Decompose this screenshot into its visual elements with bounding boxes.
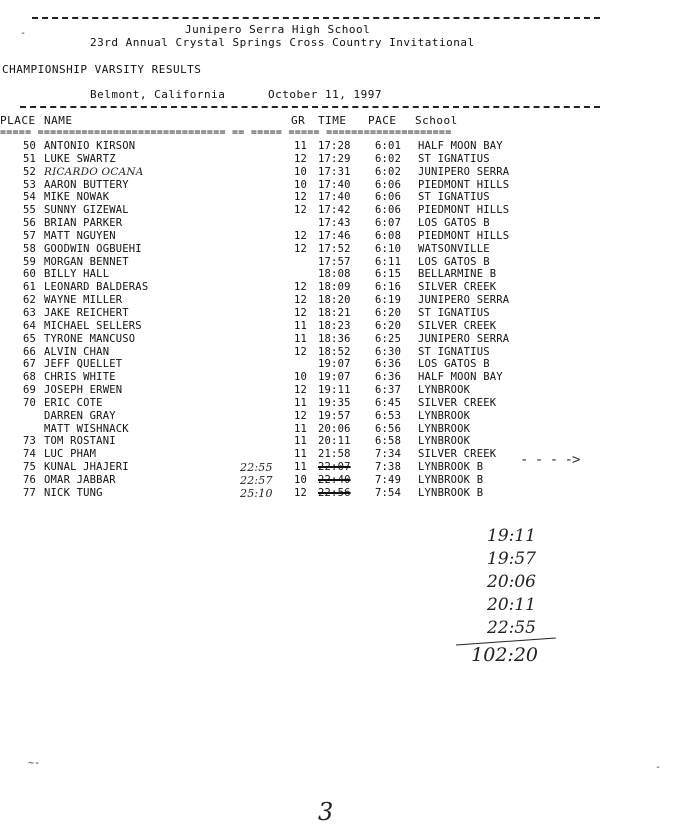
- place-cell: 51: [22, 152, 36, 165]
- mid-dashed-rule: [20, 106, 600, 108]
- time-cell: 18:36: [318, 332, 351, 345]
- place-cell: 68: [22, 371, 36, 384]
- handwritten-sum: [456, 525, 566, 666]
- pace-cell: 6:11: [375, 255, 402, 268]
- pace-cell: 6:19: [375, 294, 402, 307]
- grade-cell: 12: [293, 204, 307, 217]
- name-cell: ALVIN CHAN: [44, 345, 110, 358]
- place-cell: 53: [22, 178, 36, 191]
- time-cell: 22:40: [318, 473, 351, 486]
- time-cell: 20:11: [318, 435, 351, 448]
- time-cell: 19:11: [318, 384, 351, 397]
- time-cell: 22:56: [318, 486, 351, 499]
- time-cell: 18:08: [318, 268, 351, 281]
- time-cell: 17:43: [318, 217, 351, 230]
- pace-cell: 6:25: [375, 332, 402, 345]
- time-cell: 17:28: [318, 140, 351, 152]
- school-cell: LYNBROOK B: [418, 486, 484, 499]
- grade-cell: 11: [293, 319, 307, 332]
- pace-cell: 7:49: [375, 473, 402, 486]
- top-dashed-rule: [32, 17, 600, 19]
- grade-cell: 12: [293, 384, 307, 397]
- grade-cell: 11: [293, 448, 307, 461]
- pace-cell: 7:54: [375, 486, 402, 499]
- time-cell: 17:57: [318, 255, 351, 268]
- pace-cell: 6:06: [375, 191, 402, 204]
- pace-cell: 6:02: [375, 152, 402, 165]
- pace-cell: 6:45: [375, 396, 402, 409]
- place-cell: 73: [22, 435, 36, 448]
- grade-cell: 12: [293, 486, 307, 499]
- place-cell: 66: [22, 345, 36, 358]
- name-cell: RICARDO OCANA: [44, 165, 144, 178]
- pace-cell: 7:34: [375, 448, 402, 461]
- time-cell: 19:57: [318, 409, 351, 422]
- school-cell: LOS GATOS B: [418, 358, 490, 371]
- pace-cell: 6:01: [375, 140, 402, 152]
- grade-cell: 11: [293, 140, 307, 152]
- name-cell: LEONARD BALDERAS: [44, 281, 149, 294]
- school-cell: BELLARMINE B: [418, 268, 497, 281]
- school-cell: ST IGNATIUS: [418, 191, 490, 204]
- name-cell: ERIC COTE: [44, 396, 103, 409]
- event-title: 23rd Annual Crystal Springs Cross Country Invitational: [90, 36, 475, 49]
- time-cell: 19:07: [318, 358, 351, 371]
- place-cell: 67: [22, 358, 36, 371]
- name-cell: MATT WISHNACK: [44, 422, 129, 435]
- school-cell: SILVER CREEK: [418, 396, 497, 409]
- sum-total: 102:20: [471, 644, 538, 666]
- name-cell: BRIAN PARKER: [44, 217, 123, 230]
- school-cell: PIEDMONT HILLS: [418, 229, 510, 242]
- time-cell: 17:40: [318, 178, 351, 191]
- school-cell: LYNBROOK B: [418, 461, 484, 474]
- handwritten-time: 22:57: [240, 473, 273, 487]
- time-cell: 17:31: [318, 165, 351, 178]
- grade-cell: 12: [293, 242, 307, 255]
- place-cell: 76: [22, 473, 36, 486]
- col-header-pace: PACE: [368, 114, 397, 127]
- place-cell: 74: [22, 448, 36, 461]
- time-cell: 18:20: [318, 294, 351, 307]
- school-cell: SILVER CREEK: [418, 448, 497, 461]
- school-cell: PIEDMONT HILLS: [418, 204, 510, 217]
- school-cell: LYNBROOK: [418, 422, 471, 435]
- name-cell: MORGAN BENNET: [44, 255, 129, 268]
- name-cell: MICHAEL SELLERS: [44, 319, 142, 332]
- pace-cell: 6:10: [375, 242, 402, 255]
- name-cell: JEFF QUELLET: [44, 358, 123, 371]
- name-cell: LUC PHAM: [44, 448, 97, 461]
- place-cell: 54: [22, 191, 36, 204]
- place-cell: 75: [22, 461, 36, 474]
- sum-time: 20:06: [487, 572, 536, 592]
- school-cell: LYNBROOK B: [418, 473, 484, 486]
- col-header-grade: GR: [291, 114, 306, 127]
- location: Belmont, California: [90, 88, 226, 101]
- pace-cell: 6:36: [375, 358, 402, 371]
- place-cell: 63: [22, 306, 36, 319]
- time-cell: 18:21: [318, 306, 351, 319]
- school-cell: WATSONVILLE: [418, 242, 490, 255]
- place-cell: 55: [22, 204, 36, 217]
- name-cell: MATT NGUYEN: [44, 229, 116, 242]
- time-cell: 20:06: [318, 422, 351, 435]
- place-cell: 57: [22, 229, 36, 242]
- pace-cell: 6:06: [375, 204, 402, 217]
- place-cell: 60: [22, 268, 36, 281]
- place-cell: 64: [22, 319, 36, 332]
- pace-cell: 7:38: [375, 461, 402, 474]
- place-cell: 65: [22, 332, 36, 345]
- name-cell: NICK TUNG: [44, 486, 103, 499]
- place-cell: 59: [22, 255, 36, 268]
- grade-cell: 10: [293, 371, 307, 384]
- school-cell: HALF MOON BAY: [418, 140, 503, 152]
- pace-cell: 6:02: [375, 165, 402, 178]
- pace-cell: 6:58: [375, 435, 402, 448]
- grade-cell: 11: [293, 422, 307, 435]
- school-cell: JUNIPERO SERRA: [418, 165, 510, 178]
- time-cell: 21:58: [318, 448, 351, 461]
- school-cell: LOS GATOS B: [418, 255, 490, 268]
- school-cell: JUNIPERO SERRA: [418, 332, 510, 345]
- grade-cell: 12: [293, 229, 307, 242]
- school-cell: HALF MOON BAY: [418, 371, 503, 384]
- grade-cell: 12: [293, 191, 307, 204]
- school-cell: LYNBROOK: [418, 409, 471, 422]
- time-cell: 19:07: [318, 371, 351, 384]
- grade-cell: 10: [293, 165, 307, 178]
- section-title: CHAMPIONSHIP VARSITY RESULTS: [2, 63, 202, 76]
- pace-cell: 6:37: [375, 384, 402, 397]
- sum-time: 20:11: [487, 595, 536, 615]
- grade-cell: 10: [293, 473, 307, 486]
- time-cell: 17:42: [318, 204, 351, 217]
- col-header-time: TIME: [318, 114, 347, 127]
- time-cell: 19:35: [318, 396, 351, 409]
- pace-cell: 6:30: [375, 345, 402, 358]
- handwritten-time: 25:10: [240, 486, 273, 500]
- pace-cell: 6:06: [375, 178, 402, 191]
- school-cell: PIEDMONT HILLS: [418, 178, 510, 191]
- arrow-annotation: - - - ->: [520, 452, 580, 468]
- pace-cell: 6:07: [375, 217, 402, 230]
- pace-cell: 6:08: [375, 229, 402, 242]
- grade-cell: 11: [293, 332, 307, 345]
- school-cell: ST IGNATIUS: [418, 306, 490, 319]
- pace-cell: 6:20: [375, 319, 402, 332]
- grade-cell: 11: [293, 435, 307, 448]
- grade-cell: 12: [293, 306, 307, 319]
- name-cell: JAKE REICHERT: [44, 306, 129, 319]
- place-cell: 69: [22, 384, 36, 397]
- school-title: Junipero Serra High School: [185, 23, 371, 36]
- school-cell: SILVER CREEK: [418, 281, 497, 294]
- name-cell: WAYNE MILLER: [44, 294, 123, 307]
- name-cell: KUNAL JHAJERI: [44, 461, 129, 474]
- grade-cell: 12: [293, 294, 307, 307]
- time-cell: 17:52: [318, 242, 351, 255]
- header-underline: ===== ============================== == ===== ===== ====================: [0, 127, 452, 138]
- pace-cell: 6:53: [375, 409, 402, 422]
- col-header-school: School: [415, 114, 458, 127]
- handwritten-time: 22:55: [240, 461, 273, 475]
- pace-cell: 6:16: [375, 281, 402, 294]
- scan-mark: -: [20, 28, 27, 39]
- name-cell: BILLY HALL: [44, 268, 110, 281]
- grade-cell: 12: [293, 152, 307, 165]
- name-cell: GOODWIN OGBUEHI: [44, 242, 142, 255]
- place-cell: 50: [22, 140, 36, 152]
- name-cell: CHRIS WHITE: [44, 371, 116, 384]
- school-cell: ST IGNATIUS: [418, 345, 490, 358]
- place-cell: 56: [22, 217, 36, 230]
- date: October 11, 1997: [268, 88, 382, 101]
- name-cell: ANTONIO KIRSON: [44, 140, 136, 152]
- name-cell: SUNNY GIZEWAL: [44, 204, 129, 217]
- grade-cell: 11: [293, 396, 307, 409]
- col-header-place: PLACE: [0, 114, 36, 127]
- school-cell: LOS GATOS B: [418, 217, 490, 230]
- name-cell: LUKE SWARTZ: [44, 152, 116, 165]
- school-cell: JUNIPERO SERRA: [418, 294, 510, 307]
- grade-cell: 12: [293, 409, 307, 422]
- pace-cell: 6:56: [375, 422, 402, 435]
- place-cell: 52: [22, 165, 36, 178]
- time-cell: 18:09: [318, 281, 351, 294]
- grade-cell: 12: [293, 345, 307, 358]
- name-cell: OMAR JABBAR: [44, 473, 116, 486]
- grade-cell: 11: [293, 461, 307, 474]
- scan-mark: ~-: [28, 758, 41, 769]
- sum-time: 19:57: [487, 549, 536, 569]
- school-cell: SILVER CREEK: [418, 319, 497, 332]
- time-cell: 22:07: [318, 461, 351, 474]
- school-cell: LYNBROOK: [418, 435, 471, 448]
- grade-cell: 10: [293, 178, 307, 191]
- name-cell: TYRONE MANCUSO: [44, 332, 136, 345]
- time-cell: 17:40: [318, 191, 351, 204]
- col-header-name: NAME: [44, 114, 73, 127]
- sum-time: 19:11: [487, 526, 536, 546]
- time-cell: 18:52: [318, 345, 351, 358]
- place-cell: 61: [22, 281, 36, 294]
- school-cell: ST IGNATIUS: [418, 152, 490, 165]
- name-cell: AARON BUTTERY: [44, 178, 129, 191]
- grade-cell: 12: [293, 281, 307, 294]
- name-cell: MIKE NOWAK: [44, 191, 110, 204]
- pace-cell: 6:20: [375, 306, 402, 319]
- pace-cell: 6:15: [375, 268, 402, 281]
- sum-time: 22:55: [487, 618, 536, 638]
- page-number: 3: [318, 798, 334, 826]
- place-cell: 62: [22, 294, 36, 307]
- name-cell: TOM ROSTANI: [44, 435, 116, 448]
- name-cell: DARREN GRAY: [44, 409, 116, 422]
- time-cell: 17:29: [318, 152, 351, 165]
- pace-cell: 6:36: [375, 371, 402, 384]
- scan-mark: -: [655, 762, 662, 773]
- name-cell: JOSEPH ERWEN: [44, 384, 123, 397]
- place-cell: 70: [22, 396, 36, 409]
- time-cell: 18:23: [318, 319, 351, 332]
- school-cell: LYNBROOK: [418, 384, 471, 397]
- time-cell: 17:46: [318, 229, 351, 242]
- place-cell: 77: [22, 486, 36, 499]
- place-cell: 58: [22, 242, 36, 255]
